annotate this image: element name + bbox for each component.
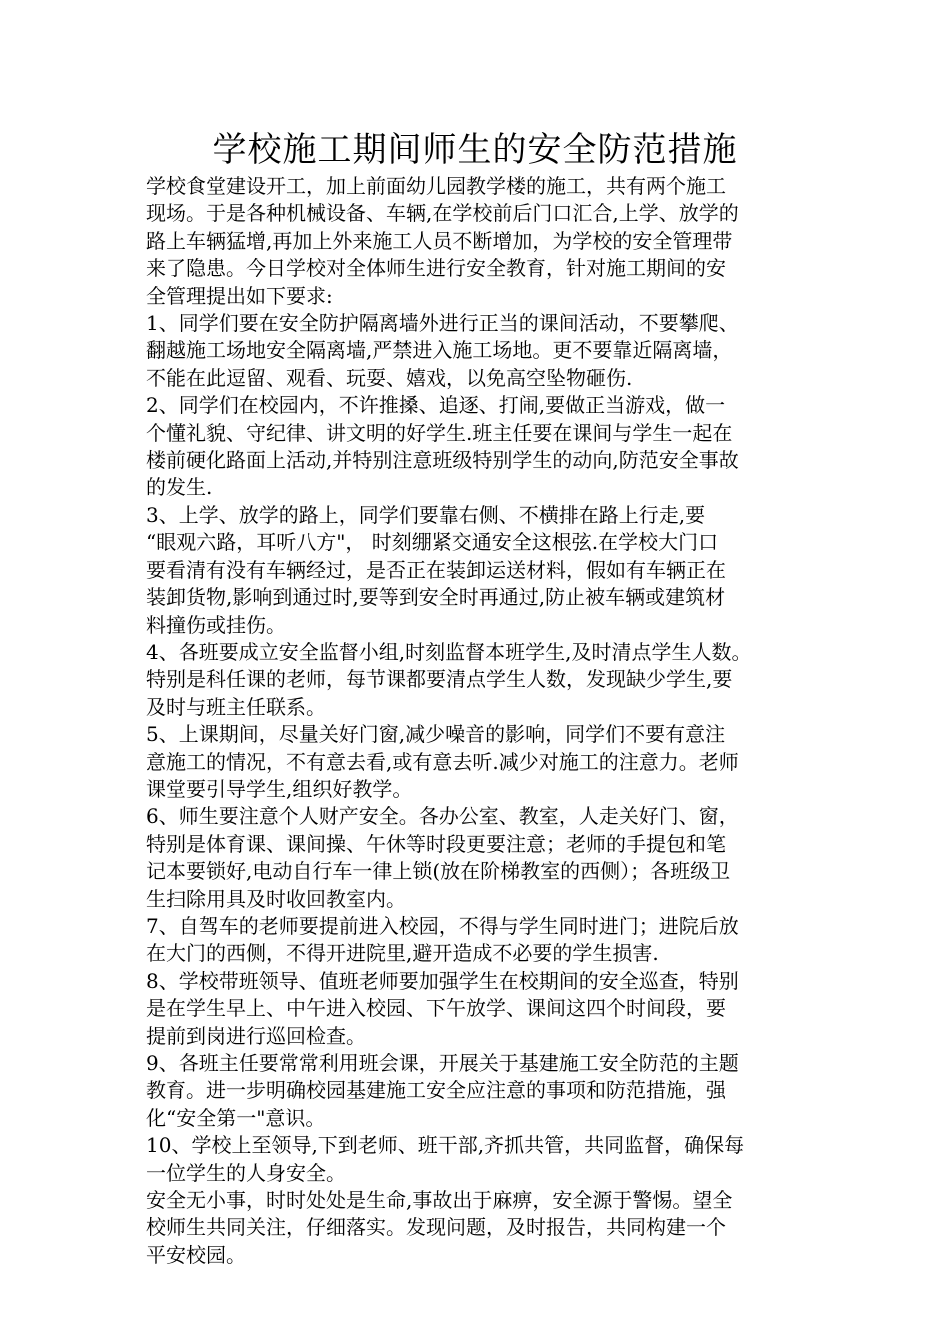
text-line: 个懂礼貌、守纪律、讲文明的好学生.班主任要在课间与学生一起在 [146,420,733,445]
document-title: 学校施工期间师生的安全防范措施 [212,130,738,170]
text-line: 9、各班主任要常常利用班会课，开展关于基建施工安全防范的主题 [146,1051,739,1075]
text-line: 路上车辆猛增,再加上外来施工人员不断增加，为学校的安全管理带 [146,228,733,253]
text-line: 装卸货物,影响到通过时,要等到安全时再通过,防止被车辆或建筑材 [146,585,726,610]
text-line: 2、同学们在校园内，不许推搡、追逐、打闹,要做正当游戏，做一 [146,393,726,418]
text-line: 要看清有没有车辆经过，是否正在装卸运送材料，假如有车辆正在 [146,557,726,582]
text-line: 翻越施工场地安全隔离墙,严禁进入施工场地。更不要靠近隔离墙， [146,338,733,363]
text-line: 校师生共同关注，仔细落实。发现问题，及时报告，共同构建一个 [146,1215,726,1240]
text-line: 平安校园。 [146,1242,246,1267]
text-line: 全管理提出如下要求: [146,283,333,308]
paragraph [146,502,814,639]
text-line: 楼前硬化路面上活动,并特别注意班级特别学生的动向,防范安全事故 [146,448,739,473]
text-line: 特别是体育课、课间操、午休等时段更要注意；老师的手提包和笔 [146,831,726,856]
text-line: 6、师生要注意个人财产安全。各办公室、教室，人走关好门、窗， [146,804,739,829]
paragraph [146,721,814,803]
paragraph [146,173,814,310]
text-line: 生扫除用具及时收回教室内。 [146,886,406,911]
text-line: “眼观六路，耳听八方"， 时刻绷紧交通安全这根弦.在学校大门口 [146,530,719,555]
text-line: 课堂要引导学生,组织好教学。 [146,776,413,801]
paragraph [146,968,814,1050]
paragraph [146,803,814,913]
text-line: 及时与班主任联系。 [146,694,326,719]
paragraph [146,913,814,968]
paragraph [146,1132,814,1187]
text-line: 8、学校带班领导、值班老师要加强学生在校期间的安全巡查，特别 [146,968,739,993]
text-line: 3、上学、放学的路上，同学们要靠右侧、不横排在路上行走,要 [146,502,706,527]
text-line: 10、学校上至领导,下到老师、班干部,齐抓共管，共同监督，确保每 [146,1133,745,1158]
document-body [146,173,814,1269]
paragraph [146,639,814,721]
text-line: 4、各班要成立安全监督小组,时刻监督本班学生,及时清点学生人数。 [146,639,752,664]
text-line: 不能在此逗留、观看、玩耍、嬉戏，以免高空坠物砸伤. [146,365,633,390]
text-line: 特别是科任课的老师，每节课都要清点学生人数，发现缺少学生,要 [146,667,733,692]
text-line: 学校食堂建设开工，加上前面幼儿园教学楼的施工，共有两个施工 [146,174,726,198]
text-line: 教育。进一步明确校园基建施工安全应注意的事项和防范措施，强 [146,1078,726,1103]
text-line: 7、自驾车的老师要提前进入校园，不得与学生同时进门；进院后放 [146,913,739,938]
text-line: 化“安全第一"意识。 [146,1105,326,1130]
text-line: 料撞伤或挂伤。 [146,612,286,637]
text-line: 5、上课期间，尽量关好门窗,减少噪音的影响，同学们不要有意注 [146,722,726,747]
text-line: 记本要锁好,电动自行车一律上锁(放在阶梯教室的西侧）；各班级卫 [146,859,731,884]
text-line: 来了隐患。今日学校对全体师生进行安全教育，针对施工期间的安 [146,256,726,281]
text-line: 安全无小事，时时处处是生命,事故出于麻痹，安全源于警惕。望全 [146,1188,733,1213]
text-line: 是在学生早上、中午进入校园、下午放学、课间这四个时间段，要 [146,996,726,1021]
paragraph [146,392,814,502]
paragraph [146,1050,814,1132]
text-line: 一位学生的人身安全。 [146,1160,346,1185]
text-line: 提前到岗进行巡回检查。 [146,1023,366,1048]
paragraph [146,1187,814,1269]
text-line: 的发生. [146,475,213,500]
text-line: 意施工的情况，不有意去看,或有意去听.减少对施工的注意力。老师 [146,749,739,774]
text-line: 现场。于是各种机械设备、车辆,在学校前后门口汇合,上学、放学的 [146,201,739,226]
text-line: 在大门的西侧，不得开进院里,避开造成不必要的学生损害. [146,941,659,966]
text-line: 1、同学们要在安全防护隔离墙外进行正当的课间活动，不要攀爬、 [146,311,739,336]
paragraph [146,310,814,392]
